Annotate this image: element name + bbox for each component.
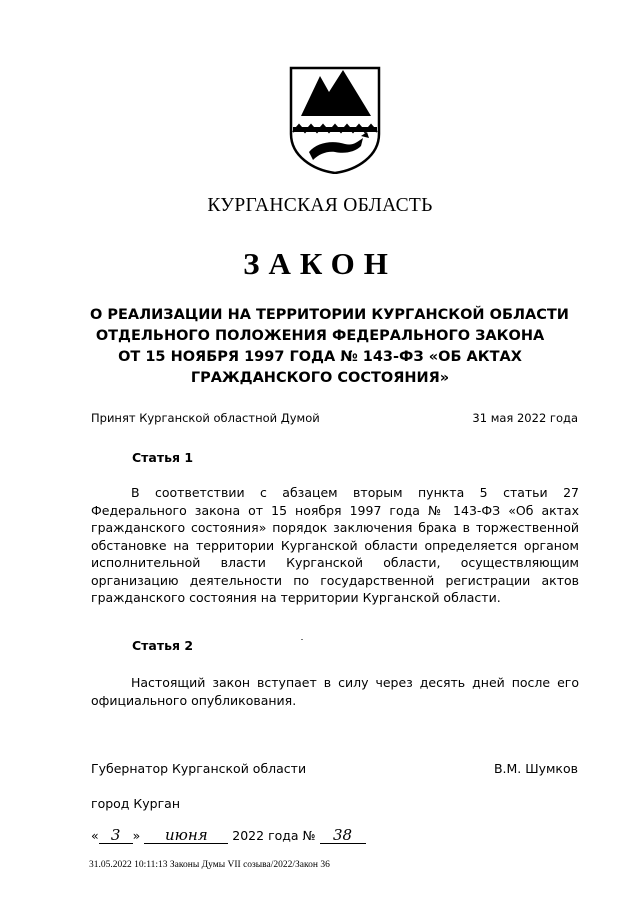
- signatory-name: В.М. Шумков: [493, 761, 578, 776]
- signing-date-line: [91, 828, 366, 844]
- coat-of-arms-emblem: [287, 66, 383, 174]
- law-title-line-2: ОТДЕЛЬНОГО ПОЛОЖЕНИЯ ФЕДЕРАЛЬНОГО ЗАКОНА: [95, 328, 545, 344]
- open-quote: «: [91, 828, 99, 843]
- article-1-heading: Статья 1: [132, 450, 194, 465]
- signing-year: 2022 года №: [232, 828, 316, 843]
- document-footer: 31.05.2022 10:11:13 Законы Думы VII созыва/2022/Закон 36: [89, 860, 330, 870]
- place-of-signing: город Курган: [91, 796, 181, 811]
- adopted-by: Принят Курганской областной Думой: [91, 411, 320, 425]
- article-1-text: В соответствии с абзацем вторым пункта 5 статьи 27 Федерального закона от 15 ноября 1997 года № 143-ФЗ «Об актах гражданского состояния» порядок заключения брака в торжественной обстановке на территории Курганской области определяется органом исполнительной власти Курганской области, осуществляющим организацию деятельности по государственной регистрации актов гражданского состояния на территории Курганской области.: [91, 485, 579, 605]
- signing-day: 3: [99, 828, 133, 844]
- law-number: 38: [320, 828, 366, 844]
- article-2-heading: Статья 2: [132, 638, 194, 653]
- law-title-line-3: ОТ 15 НОЯБРЯ 1997 ГОДА № 143-ФЗ «ОБ АКТАХ: [118, 349, 522, 365]
- signatory-position: Губернатор Курганской области: [91, 761, 307, 776]
- scan-speck: [301, 639, 303, 640]
- region-name: КУРГАНСКАЯ ОБЛАСТЬ: [207, 195, 433, 216]
- close-quote: »: [132, 828, 141, 843]
- adoption-date: 31 мая 2022 года: [472, 411, 578, 425]
- article-2-text: Настоящий закон вступает в силу через десять дней после его официального опубликования.: [91, 675, 579, 708]
- signing-month: июня: [144, 828, 228, 844]
- law-title-line-4: ГРАЖДАНСКОГО СОСТОЯНИЯ»: [190, 370, 450, 386]
- law-title-line-1: О РЕАЛИЗАЦИИ НА ТЕРРИТОРИИ КУРГАНСКОЙ ОБЛАСТИ: [90, 307, 569, 323]
- document-type: ЗАКОН: [243, 246, 397, 281]
